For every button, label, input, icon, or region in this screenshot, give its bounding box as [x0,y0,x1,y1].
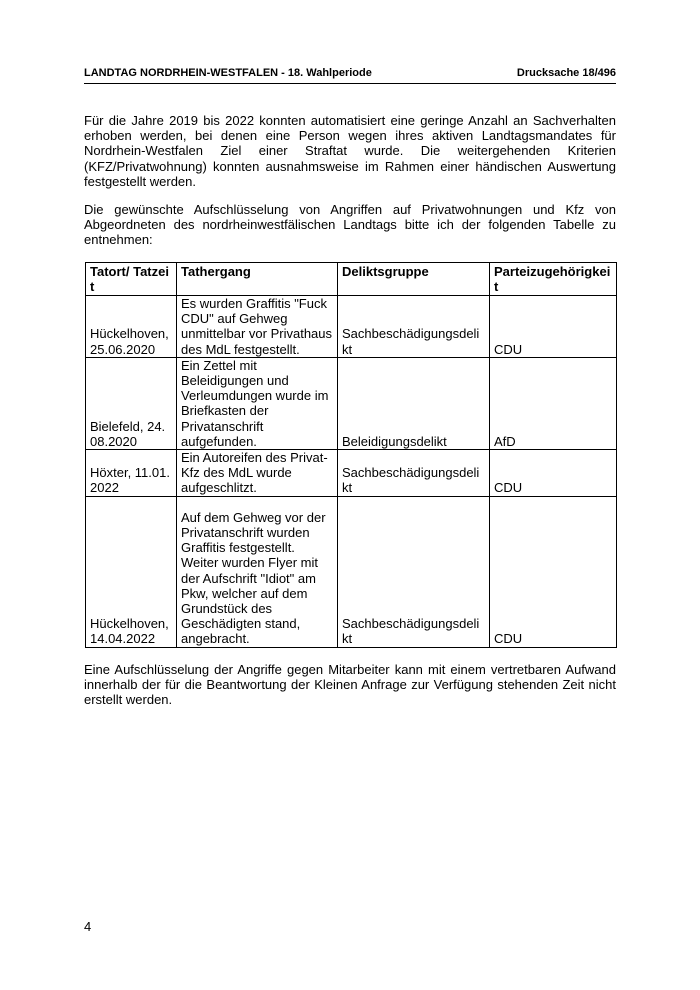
cell-tatort: Hückelhoven, 25.06.2020 [86,296,177,358]
page-header [84,67,616,84]
column-header-tatort: Tatort/ Tatzeit [86,263,177,296]
header-document-number: Drucksache 18/496 [516,67,616,79]
cell-tathergang: Ein Zettel mit Beleidigungen und Verleumdungen wurde im Briefkasten der Privatanschrift aufgefunden. [177,357,338,449]
cell-tathergang: Es wurden Graffitis "Fuck CDU" auf Gehweg unmittelbar vor Privathaus des MdL festgestellt. [177,296,338,358]
cell-deliktsgruppe: Sachbeschädigungsdelikt [338,296,490,358]
cell-tathergang: Ein Autoreifen des Privat-Kfz des MdL wurde aufgeschlitzt. [177,450,338,497]
paragraph-table-reference: Die gewünschte Aufschlüsselung von Angriffen auf Privatwohnungen und Kfz von Abgeordneten des nordrheinwestfälischen Landtags bitte ich der folgenden Tabelle zu entnehmen: [84,202,616,248]
cell-tathergang: Auf dem Gehweg vor der Privatanschrift wurden Graffitis festgestellt. Weiter wurden Flyer mit der Aufschrift "Idiot" am Pkw, welcher auf dem Grundstück des Geschädigten stand, angebracht. [177,496,338,647]
column-header-tathergang: Tathergang [177,263,338,296]
cell-partei: CDU [490,450,617,497]
page-number: 4 [84,919,92,934]
column-header-partei: Parteizugehörigkeit [490,263,617,296]
column-header-deliktsgruppe: Deliktsgruppe [338,263,490,296]
cell-deliktsgruppe: Sachbeschädigungsdelikt [338,450,490,497]
cell-deliktsgruppe: Beleidigungsdelikt [338,357,490,449]
cell-deliktsgruppe: Sachbeschädigungsdelikt [338,496,490,647]
header-title: LANDTAG NORDRHEIN-WESTFALEN - 18. Wahlperiode [84,67,372,79]
cell-partei: CDU [490,496,617,647]
cell-partei: CDU [490,296,617,358]
cell-partei: AfD [490,357,617,449]
offense-table [85,262,617,648]
cell-tatort: Höxter, 11.01.2022 [86,450,177,497]
table-row [86,496,617,647]
paragraph-staff-note: Eine Aufschlüsselung der Angriffe gegen Mitarbeiter kann mit einem vertretbaren Aufwand innerhalb der für die Beantwortung der Kleinen Anfrage zur Verfügung stehenden Zeit nicht erstellt werden. [84,662,616,708]
table-row [86,296,617,358]
cell-tatort: Hückelhoven, 14.04.2022 [86,496,177,647]
paragraph-intro: Für die Jahre 2019 bis 2022 konnten automatisiert eine geringe Anzahl an Sachverhalten erhoben werden, bei denen eine Person wegen ihres aktiven Landtagsmandates für Nordrhein-Westfalen Ziel einer Straftat wurde. Die weitergehenden Kriterien (KFZ/Privatwohnung) konnten ausnahmsweise im Rahmen einer händischen Auswertung festgestellt werden. [84,113,616,189]
table-header-row [86,263,617,296]
table-row [86,357,617,449]
table-row [86,450,617,497]
cell-tatort: Bielefeld, 24.08.2020 [86,357,177,449]
